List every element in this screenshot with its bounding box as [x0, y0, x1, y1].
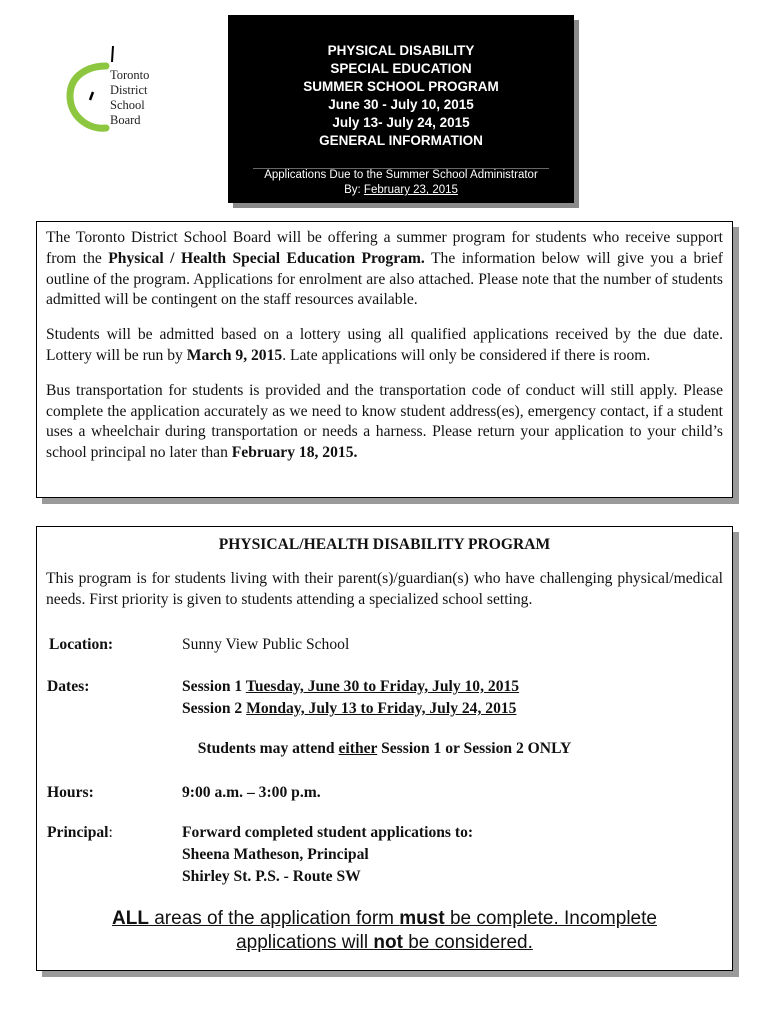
text: not — [373, 932, 403, 953]
due-by-label: By: — [344, 184, 361, 196]
hours-label: Hours: — [47, 784, 94, 801]
intro-paragraph-1 — [46, 228, 723, 311]
principal-label — [47, 823, 113, 844]
tdsb-logo — [60, 44, 180, 134]
intro-box — [36, 221, 733, 498]
text: ALL — [112, 908, 149, 929]
warning-line-1 — [37, 907, 732, 931]
session-1 — [182, 677, 519, 698]
text: Bus transportation for students is provided and the transportation code of conduct will still apply. Please complete the application accurately as we need to know student address(es), emergency contact, if a student uses a wheelchair during transportation or needs a harness. Please return your application to your child’s school principal no later than — [46, 381, 723, 462]
location-value: Sunny View Public School — [182, 636, 350, 653]
session-2 — [182, 699, 516, 720]
text: The Toronto District School Board will be offering a summer program for students who receive support from the — [46, 229, 723, 267]
principal-line-1: Forward completed student applications to: — [182, 824, 474, 841]
principal-line-2: Sheena Matheson, Principal — [182, 846, 369, 863]
logo-line: District — [110, 83, 148, 97]
program-name: Physical / Health Special Education Program. — [108, 249, 425, 267]
text: Students will be admitted based on a lottery using all qualified applications received by the due date. Lottery will be run by — [46, 326, 723, 364]
session-1-dates: Tuesday, June 30 to Friday, July 10, 2015 — [245, 678, 520, 695]
principal-line-3: Shirley St. P.S. - Route SW — [182, 868, 361, 885]
header-subtitle — [231, 168, 571, 198]
header-title-line: SPECIAL EDUCATION — [330, 61, 472, 76]
text: Principal — [47, 824, 109, 841]
text: must — [399, 908, 445, 929]
session-2-prefix: Session 2 — [182, 700, 247, 717]
session-2-dates: Monday, July 13 to Friday, July 24, 2015 — [246, 700, 517, 717]
logo-line: Toronto — [110, 68, 150, 82]
logo-wordmark — [110, 68, 149, 128]
header-title-line: SUMMER SCHOOL PROGRAM — [303, 79, 499, 94]
header-box — [228, 15, 574, 203]
logo-line: School — [110, 98, 145, 112]
text: be complete. Incomplete — [444, 908, 657, 929]
program-intro: This program is for students living with their parent(s)/guardian(s) who have challenging physical/medical needs. First priority is given to students attending a specialized school setting. — [46, 570, 723, 608]
either-word: either — [338, 740, 378, 757]
attend-note — [37, 740, 732, 758]
hours-value: 9:00 a.m. – 3:00 p.m. — [182, 784, 321, 801]
program-title: PHYSICAL/HEALTH DISABILITY PROGRAM — [218, 536, 551, 553]
header-title-line: June 30 - July 10, 2015 — [328, 97, 474, 112]
intro-paragraph-3 — [46, 381, 723, 464]
return-date: February 18, 2015. — [231, 444, 358, 462]
program-box — [36, 526, 733, 971]
text: Session 1 or Session 2 ONLY — [377, 740, 572, 757]
header-sub-line: Applications Due to the Summer School Administrator — [264, 169, 538, 181]
warning-line-2 — [37, 931, 732, 955]
header-title — [231, 42, 571, 150]
text: be considered. — [402, 932, 533, 953]
header-title-line: GENERAL INFORMATION — [319, 133, 483, 148]
text: The information below will give you a brief outline of the program. Applications for enrolment are also attached. Please note that the number of students admitted will be contingent on the staff resources available. — [46, 249, 723, 309]
location-label: Location: — [49, 636, 114, 653]
logo-line: Board — [110, 113, 141, 127]
header-due-line — [231, 183, 571, 198]
text: . Late applications will only be considered if there is room. — [282, 346, 651, 364]
text: areas of the application form — [148, 908, 400, 929]
text: : — [108, 824, 113, 841]
header-title-line: PHYSICAL DISABILITY — [327, 43, 475, 58]
session-1-prefix: Session 1 — [182, 678, 246, 695]
completion-warning — [37, 907, 732, 955]
text: applications will — [236, 932, 374, 953]
lottery-date: March 9, 2015 — [186, 346, 283, 364]
text: Students may attend — [197, 740, 339, 757]
intro-paragraph-2 — [46, 325, 723, 367]
due-date: February 23, 2015 — [363, 184, 458, 196]
dates-label: Dates: — [47, 678, 90, 695]
header-title-line: July 13- July 24, 2015 — [332, 115, 470, 130]
